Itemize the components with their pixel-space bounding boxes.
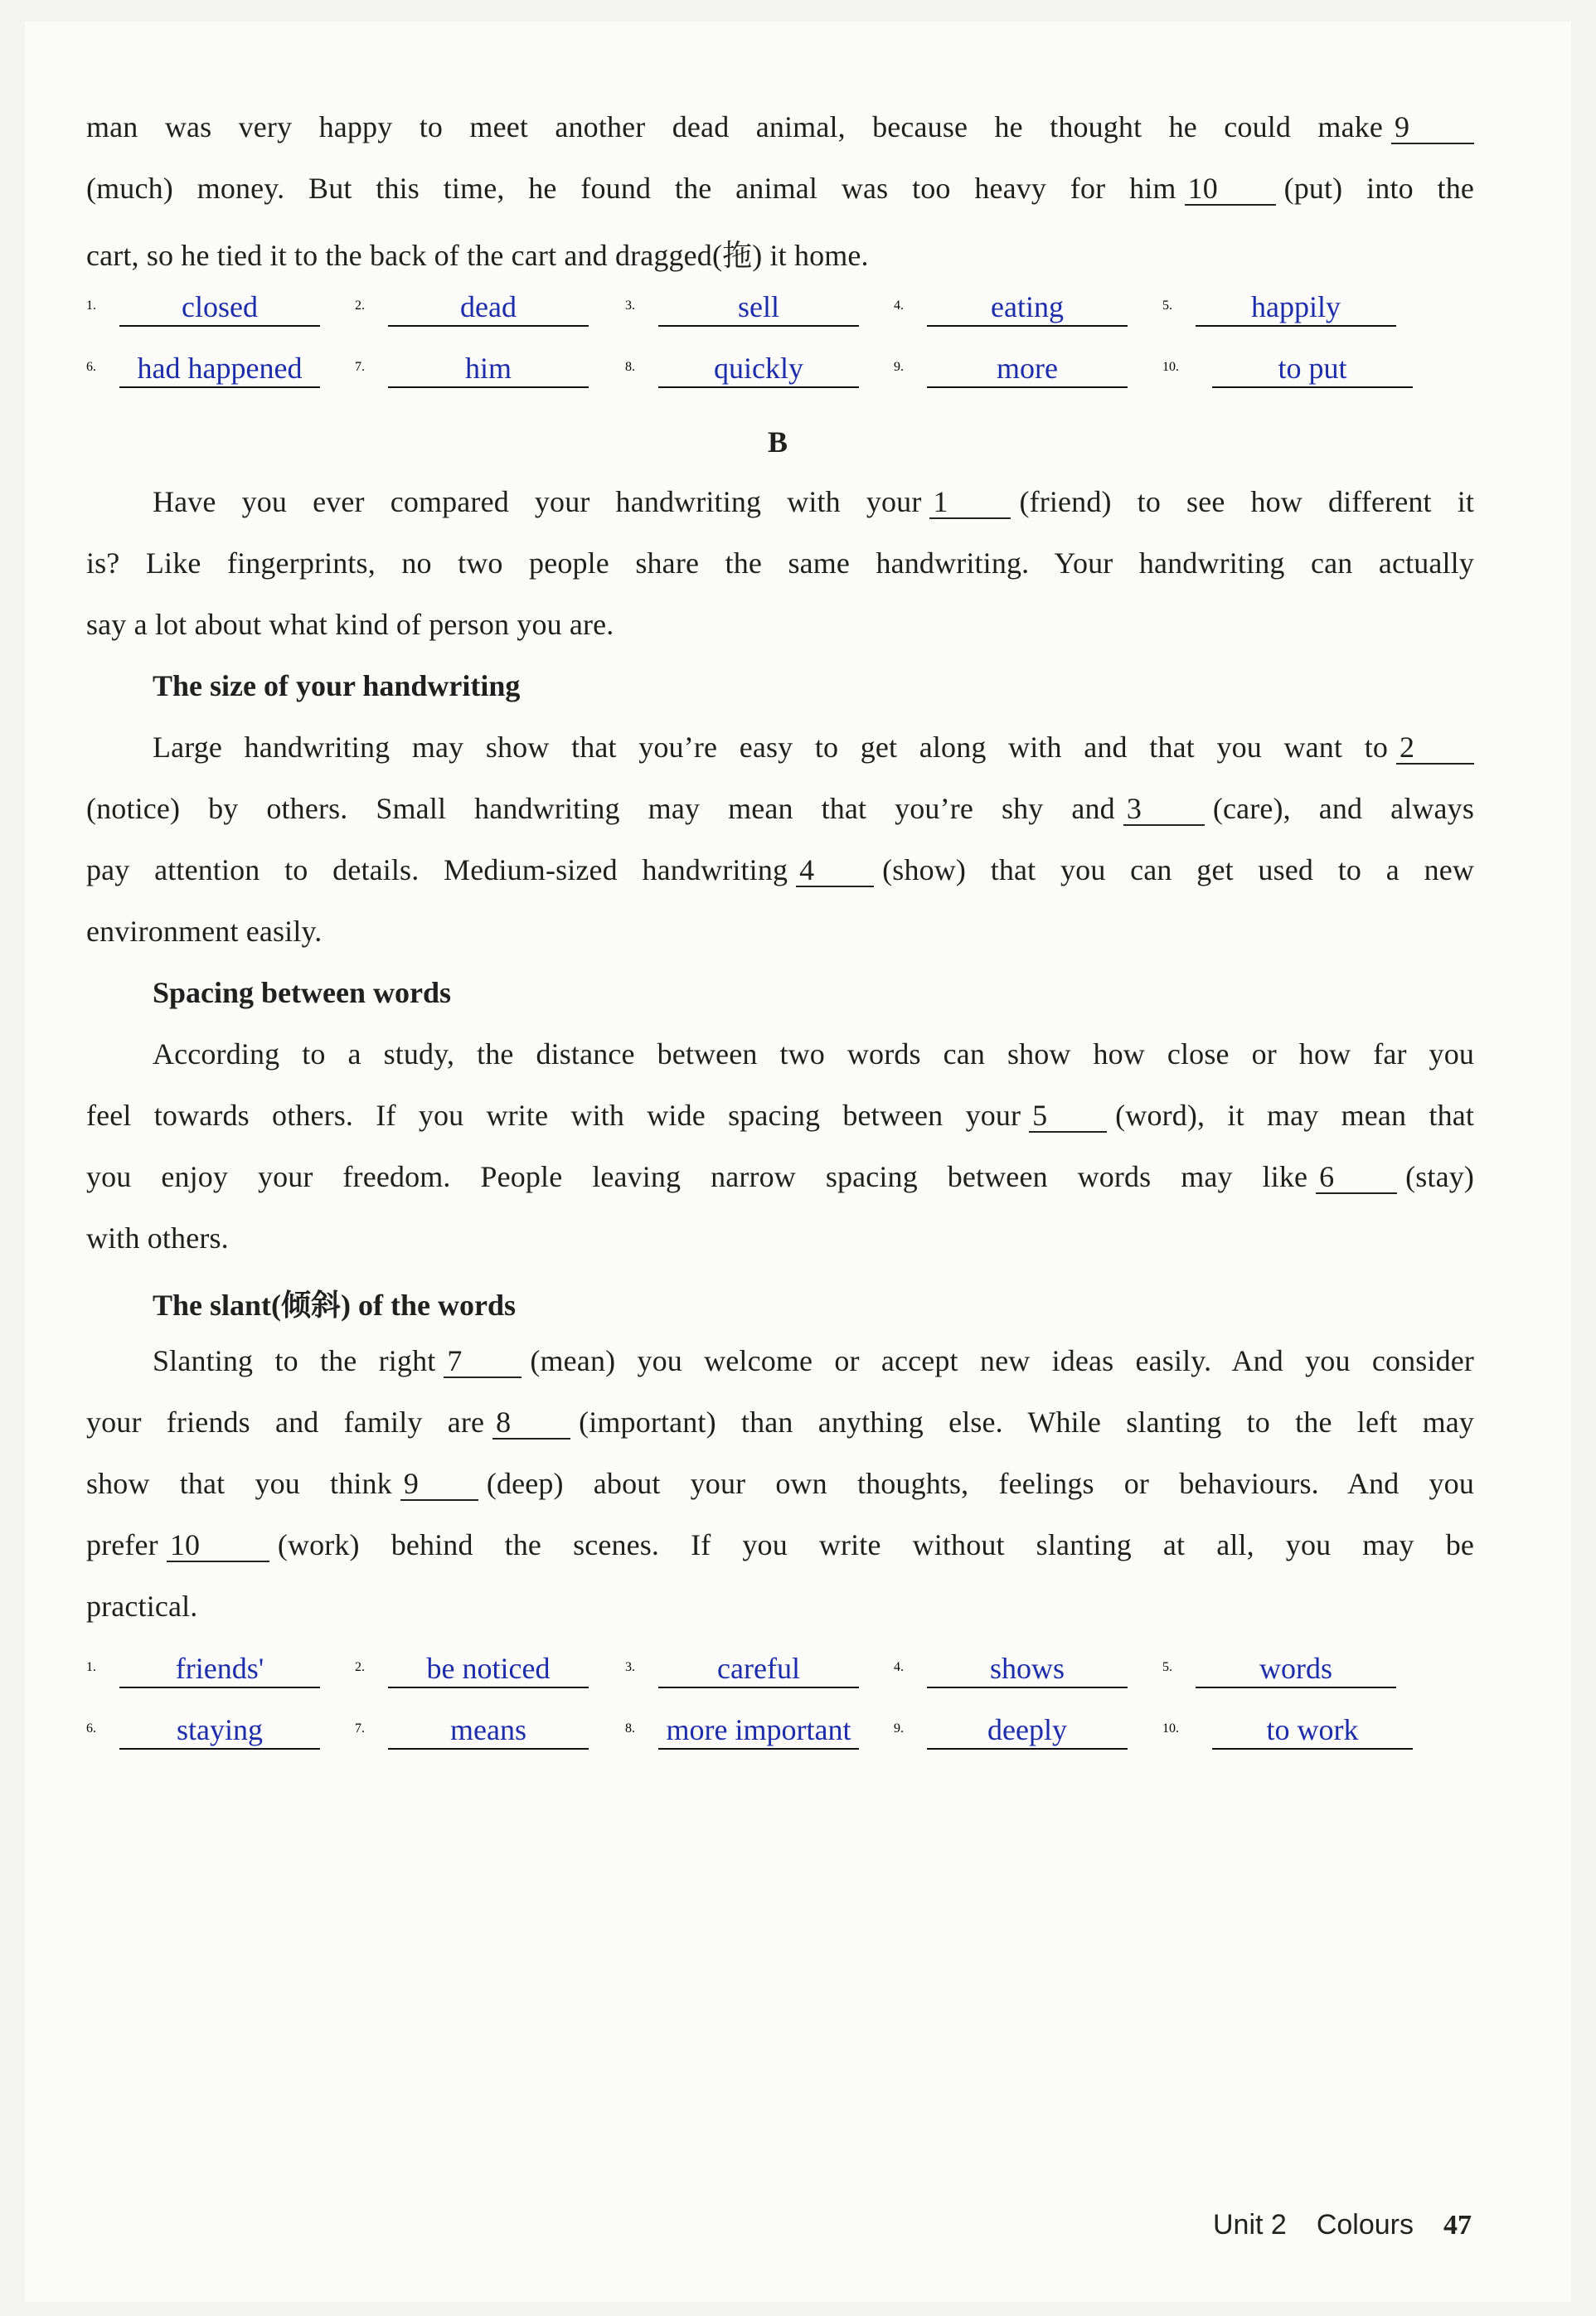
answer-field[interactable]: eating bbox=[927, 289, 1128, 327]
answer-field[interactable]: to work bbox=[1212, 1712, 1413, 1750]
passage-line: cart, so he tied it to the back of the cart and dragged(拖) it home. bbox=[86, 239, 869, 272]
subheading: The slant(倾斜) of the words bbox=[153, 1289, 516, 1322]
passage-line: with others. bbox=[86, 1221, 229, 1255]
blank-9: 9 bbox=[1391, 112, 1474, 144]
subheading: The size of your handwriting bbox=[153, 669, 521, 702]
passage-line: man was very happy to meet another dead animal, because he thought he could make 9 bbox=[86, 109, 1474, 144]
unit-topic: Colours bbox=[1316, 2209, 1414, 2241]
answer-field[interactable]: shows bbox=[927, 1650, 1128, 1688]
passage-line: Slanting to the right 7 (mean) you welcome or accept new ideas easily. And you consider bbox=[153, 1344, 1474, 1377]
answer-field[interactable]: more bbox=[927, 350, 1128, 388]
answer-field[interactable]: friends' bbox=[119, 1650, 320, 1688]
passage-line: (much) money. But this time, he found the animal was too heavy for him 10 (put) into the bbox=[86, 172, 1474, 205]
blank-9: 9 bbox=[400, 1469, 478, 1501]
answer-field[interactable]: careful bbox=[658, 1650, 859, 1688]
blank-4: 4 bbox=[796, 855, 874, 887]
blank-10: 10 bbox=[167, 1530, 269, 1562]
answer-field[interactable]: happily bbox=[1196, 289, 1396, 327]
blank-1: 1 bbox=[929, 487, 1011, 519]
blank-10: 10 bbox=[1185, 173, 1276, 206]
passage-line: you enjoy your freedom. People leaving narrow spacing between words may like 6 (stay) bbox=[86, 1160, 1474, 1193]
answer-field[interactable]: sell bbox=[658, 289, 859, 327]
answer-field[interactable]: closed bbox=[119, 289, 320, 327]
answer-field[interactable]: more important bbox=[658, 1712, 859, 1750]
answer-field[interactable]: staying bbox=[119, 1712, 320, 1750]
passage-line: practical. bbox=[86, 1590, 198, 1623]
answer-field[interactable]: deeply bbox=[927, 1712, 1128, 1750]
answer-field[interactable]: to put bbox=[1212, 350, 1413, 388]
answer-field[interactable]: quickly bbox=[658, 350, 859, 388]
answer-field[interactable]: dead bbox=[388, 289, 589, 327]
blank-2: 2 bbox=[1396, 732, 1474, 765]
passage-line: environment easily. bbox=[86, 915, 323, 948]
answer-field[interactable]: be noticed bbox=[388, 1650, 589, 1688]
subheading: Spacing between words bbox=[153, 976, 452, 1009]
passage-line: show that you think 9 (deep) about your own thoughts, feelings or behaviours. And you bbox=[86, 1467, 1474, 1500]
passage-line: your friends and family are 8 (important) than anything else. While slanting to the left may bbox=[86, 1406, 1474, 1439]
answer-field[interactable]: words bbox=[1196, 1650, 1396, 1688]
passage-line: According to a study, the distance between two words can show how close or how far you bbox=[153, 1037, 1474, 1071]
section-title: B bbox=[768, 425, 788, 459]
passage-line: Have you ever compared your handwriting with your 1 (friend) to see how different it bbox=[153, 485, 1474, 518]
blank-5: 5 bbox=[1029, 1100, 1107, 1133]
passage-line: is? Like fingerprints, no two people share the same handwriting. Your handwriting can actually bbox=[86, 546, 1474, 580]
passage-line: say a lot about what kind of person you are. bbox=[86, 608, 614, 641]
page-footer bbox=[1213, 2209, 1472, 2241]
passage-line: pay attention to details. Medium-sized handwriting 4 (show) that you can get used to a new bbox=[86, 853, 1475, 886]
blank-7: 7 bbox=[444, 1346, 521, 1378]
passage-line: feel towards others. If you write with wide spacing between your 5 (word), it may mean that bbox=[86, 1099, 1474, 1132]
unit-label: Unit 2 bbox=[1213, 2209, 1287, 2241]
blank-8: 8 bbox=[492, 1407, 570, 1440]
answer-field[interactable]: means bbox=[388, 1712, 589, 1750]
answer-field[interactable]: had happened bbox=[119, 350, 320, 388]
blank-6: 6 bbox=[1316, 1162, 1397, 1194]
passage-line: (notice) by others. Small handwriting may mean that you’re shy and 3 (care), and always bbox=[86, 792, 1474, 825]
passage-line: prefer 10 (work) behind the scenes. If you write without slanting at all, you may be bbox=[86, 1528, 1474, 1561]
answer-field[interactable]: him bbox=[388, 350, 589, 388]
passage-line: Large handwriting may show that you’re easy to get along with and that you want to 2 bbox=[153, 730, 1474, 765]
blank-3: 3 bbox=[1123, 794, 1205, 826]
page-number: 47 bbox=[1443, 2210, 1472, 2241]
